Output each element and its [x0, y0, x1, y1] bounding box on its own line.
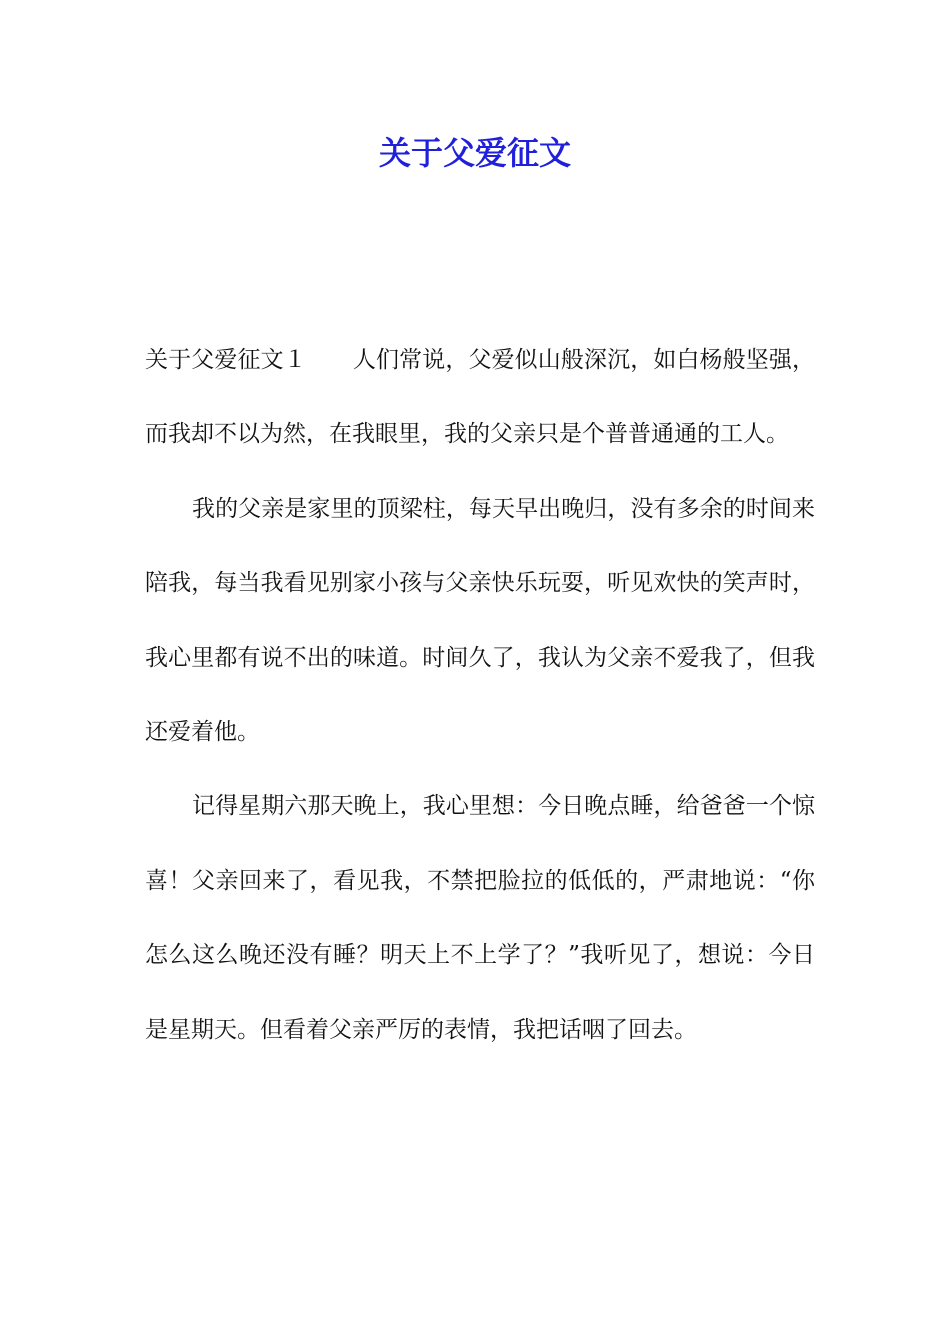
section-label: 关于父爱征文１ — [145, 347, 307, 373]
paragraph-1-text: 人们常说，父爱似山般深沉，如白杨般坚强，而我却不以为然，在我眼里，我的父亲只是个普普通通的工人。 — [145, 347, 816, 448]
document-body — [145, 323, 815, 1067]
paragraph-2: 我的父亲是家里的顶梁柱，每天早出晚归，没有多余的时间来陪我，每当我看见别家小孩与父亲快乐玩耍，听见欢快的笑声时，我心里都有说不出的味道。时间久了，我认为父亲不爱我了，但我还爱着他。 — [145, 495, 815, 746]
document-title: 关于父爱征文 — [378, 134, 571, 172]
paragraph-3: 记得星期六那天晚上，我心里想：今日晚点睡，给爸爸一个惊喜！父亲回来了，看见我，不禁把脸拉的低低的，严肃地说：“你怎么这么晚还没有睡？明天上不上学了？”我听见了，想说：今日是星期天。但看着父亲严厉的表情，我把话咽了回去。 — [145, 793, 815, 1043]
paragraph-1 — [145, 323, 815, 472]
